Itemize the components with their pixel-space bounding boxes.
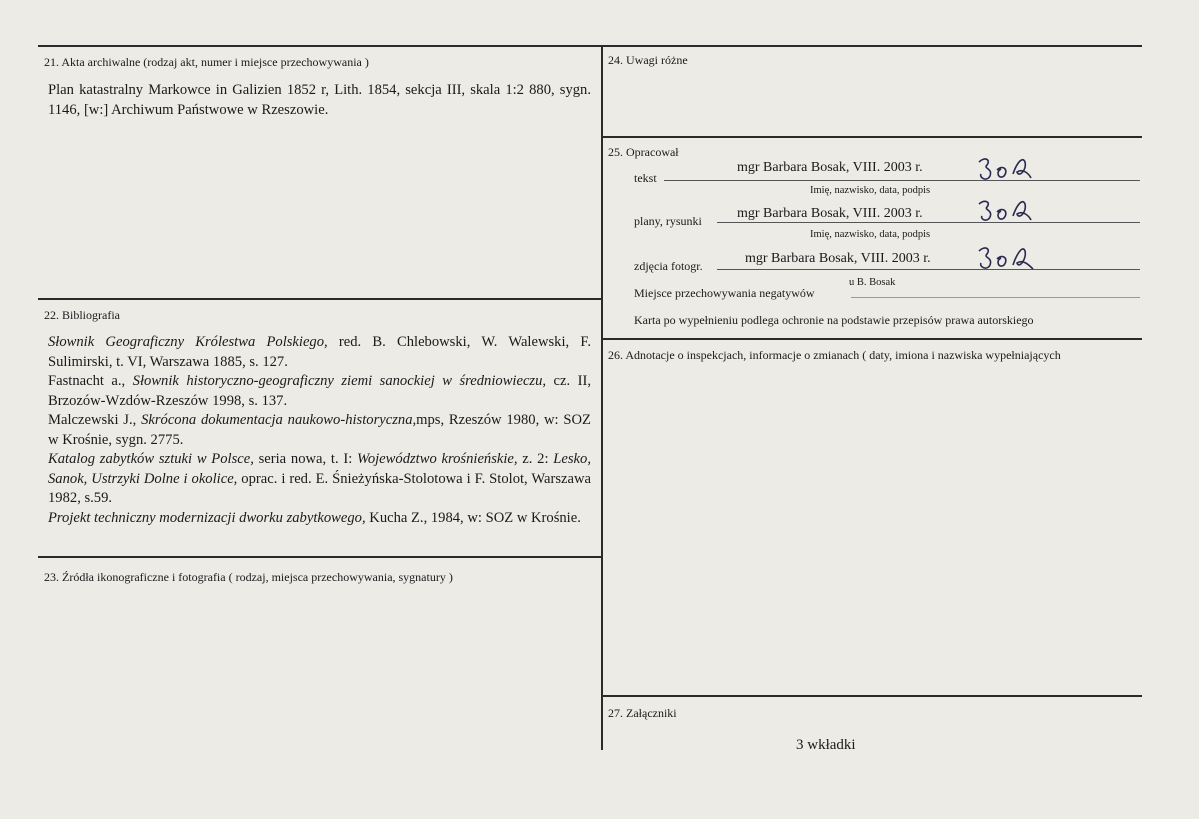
- field-plans-value: mgr Barbara Bosak, VIII. 2003 r.: [737, 206, 923, 221]
- bibliography-list: [48, 333, 591, 528]
- section-27-label: 27. Załączniki: [608, 706, 677, 720]
- section-24-label: 24. Uwagi różne: [608, 53, 688, 67]
- signature-2: [975, 196, 1051, 226]
- signature-3: [973, 241, 1051, 273]
- bibliography-entry: Fastnacht a., Słownik historyczno-geograficzny ziemi sanockiej w średniowieczu, cz. II, Brzozów-Wzdów-Rzeszów 1998, s. 137.: [48, 373, 591, 409]
- negatives-value: u B. Bosak: [849, 277, 896, 288]
- copyright-note: Karta po wypełnieniu podlega ochronie na podstawie przepisów prawa autorskiego: [634, 313, 1034, 327]
- rule-24-25: [602, 136, 1142, 138]
- rule-21-22: [38, 298, 602, 300]
- field-plans-label: plany, rysunki: [634, 214, 702, 228]
- section-23-label: 23. Źródła ikonograficzne i fotografia ( rodzaj, miejsca przechowywania, sygnatury ): [44, 570, 453, 584]
- negatives-label: Miejsce przechowywania negatywów: [634, 286, 815, 300]
- column-divider: [601, 45, 603, 750]
- rule-22-23: [38, 556, 602, 558]
- section-22-label: 22. Bibliografia: [44, 308, 120, 322]
- field-text-value: mgr Barbara Bosak, VIII. 2003 r.: [737, 160, 923, 175]
- section-26-label: 26. Adnotacje o inspekcjach, informacje o zmianach ( daty, imiona i nazwiska wypełniających: [608, 348, 1061, 362]
- field-photos-value: mgr Barbara Bosak, VIII. 2003 r.: [745, 251, 931, 266]
- bibliography-entry: Katalog zabytków sztuki w Polsce, seria nowa, t. I: Województwo krośnieńskie, z. 2: Lesko, Sanok, Ustrzyki Dolne i okolice, oprac. i red. E. Śnieżyńska-Stolotowa i F. Stolot, Warszawa 1982, s.59.: [48, 451, 591, 506]
- rule-25-26: [602, 338, 1142, 340]
- field-text-underline: [664, 180, 1140, 181]
- rule-26-27: [602, 695, 1142, 697]
- section-21-label: 21. Akta archiwalne (rodzaj akt, numer i miejsce przechowywania ): [44, 55, 369, 69]
- bibliography-entry: Projekt techniczny modernizacji dworku zabytkowego, Kucha Z., 1984, w: SOZ w Krośnie.: [48, 509, 581, 526]
- field-plans-underline: [717, 222, 1140, 223]
- field-plans-caption: Imię, nazwisko, data, podpis: [810, 229, 931, 240]
- field-photos-label: zdjęcia fotogr.: [634, 259, 703, 273]
- section-21-text: Plan katastralny Markowce in Galizien 1852 r, Lith. 1854, sekcja III, skala 1:2 880, sygn. 1146, [w:] Archiwum Państwowe w Rzeszowie.: [48, 82, 591, 118]
- bibliography-entry: Malczewski J., Skrócona dokumentacja naukowo-historyczna,mps, Rzeszów 1980, w: SOZ w Krośnie, sygn. 2775.: [48, 412, 591, 448]
- section-25-label: 25. Opracował: [608, 145, 679, 159]
- attachments-value: 3 wkładki: [796, 737, 856, 753]
- signature-1: [973, 152, 1051, 184]
- field-text-label: tekst: [634, 171, 657, 185]
- top-rule: [38, 45, 1142, 47]
- negatives-underline: [851, 297, 1140, 298]
- bibliography-entry: Słownik Geograficzny Królestwa Polskiego, red. B. Chlebowski, W. Walewski, F. Sulimirski, t. VI, Warszawa 1885, s. 127.: [48, 334, 591, 370]
- field-text-caption: Imię, nazwisko, data, podpis: [810, 185, 931, 196]
- field-photos-underline: [717, 269, 1140, 270]
